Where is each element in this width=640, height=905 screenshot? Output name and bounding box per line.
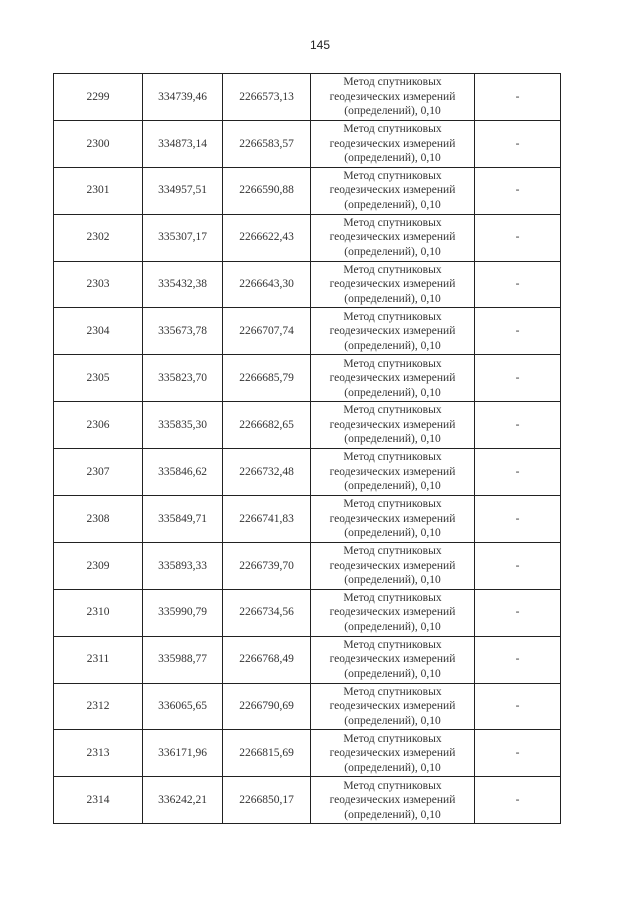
note-cell: - (475, 589, 561, 636)
note-cell: - (475, 261, 561, 308)
note-cell: - (475, 402, 561, 449)
table-row (54, 167, 561, 214)
note-cell: - (475, 777, 561, 824)
method-line: геодезических измерений (329, 418, 456, 431)
x-coordinate-cell: 334957,51 (143, 167, 223, 214)
method-line: Метод спутниковых (343, 357, 442, 370)
point-number-cell: 2311 (54, 636, 143, 683)
x-coordinate-cell: 335432,38 (143, 261, 223, 308)
method-line: (определений), 0,10 (344, 667, 441, 680)
method-line: (определений), 0,10 (344, 292, 441, 305)
method-line: Метод спутниковых (343, 732, 442, 745)
method-line: Метод спутниковых (343, 498, 442, 511)
x-coordinate-cell: 334873,14 (143, 120, 223, 167)
note-cell: - (475, 449, 561, 496)
table-row (54, 74, 561, 121)
method-line: (определений), 0,10 (344, 386, 441, 399)
method-line: Метод спутниковых (343, 123, 442, 136)
note-cell: - (475, 542, 561, 589)
point-number-cell: 2309 (54, 542, 143, 589)
table-row (54, 542, 561, 589)
y-coordinate-cell: 2266590,88 (223, 167, 311, 214)
method-line: геодезических измерений (329, 653, 456, 666)
y-coordinate-cell: 2266622,43 (223, 214, 311, 261)
y-coordinate-cell: 2266707,74 (223, 308, 311, 355)
method-cell (311, 496, 475, 543)
note-cell: - (475, 308, 561, 355)
y-coordinate-cell: 2266739,70 (223, 542, 311, 589)
method-line: геодезических измерений (329, 512, 456, 525)
point-number-cell: 2313 (54, 730, 143, 777)
method-line: (определений), 0,10 (344, 714, 441, 727)
note-cell: - (475, 683, 561, 730)
y-coordinate-cell: 2266741,83 (223, 496, 311, 543)
method-line: Метод спутниковых (343, 685, 442, 698)
x-coordinate-cell: 335990,79 (143, 589, 223, 636)
table-row (54, 777, 561, 824)
method-line: (определений), 0,10 (344, 245, 441, 258)
note-cell: - (475, 214, 561, 261)
point-number-cell: 2314 (54, 777, 143, 824)
note-cell: - (475, 730, 561, 777)
note-cell: - (475, 496, 561, 543)
method-line: (определений), 0,10 (344, 480, 441, 493)
point-number-cell: 2304 (54, 308, 143, 355)
note-cell: - (475, 355, 561, 402)
method-cell (311, 120, 475, 167)
method-line: Метод спутниковых (343, 169, 442, 182)
table-row (54, 636, 561, 683)
note-cell: - (475, 120, 561, 167)
page-number: 145 (309, 38, 331, 52)
method-line: (определений), 0,10 (344, 198, 441, 211)
y-coordinate-cell: 2266573,13 (223, 74, 311, 121)
method-line: Метод спутниковых (343, 779, 442, 792)
method-cell (311, 683, 475, 730)
method-line: Метод спутниковых (343, 76, 442, 89)
x-coordinate-cell: 335846,62 (143, 449, 223, 496)
y-coordinate-cell: 2266790,69 (223, 683, 311, 730)
y-coordinate-cell: 2266732,48 (223, 449, 311, 496)
x-coordinate-cell: 335988,77 (143, 636, 223, 683)
point-number-cell: 2299 (54, 74, 143, 121)
point-number-cell: 2305 (54, 355, 143, 402)
method-line: (определений), 0,10 (344, 152, 441, 165)
table-row (54, 496, 561, 543)
coordinates-table (53, 73, 561, 824)
method-line: геодезических измерений (329, 606, 456, 619)
point-number-cell: 2303 (54, 261, 143, 308)
x-coordinate-cell: 335849,71 (143, 496, 223, 543)
y-coordinate-cell: 2266768,49 (223, 636, 311, 683)
x-coordinate-cell: 335673,78 (143, 308, 223, 355)
table-row (54, 355, 561, 402)
method-cell (311, 449, 475, 496)
method-cell (311, 730, 475, 777)
y-coordinate-cell: 2266685,79 (223, 355, 311, 402)
method-cell (311, 308, 475, 355)
method-line: Метод спутниковых (343, 310, 442, 323)
method-cell (311, 355, 475, 402)
method-cell (311, 214, 475, 261)
method-cell (311, 261, 475, 308)
x-coordinate-cell: 336242,21 (143, 777, 223, 824)
method-line: геодезических измерений (329, 90, 456, 103)
note-cell: - (475, 167, 561, 214)
point-number-cell: 2306 (54, 402, 143, 449)
method-cell (311, 542, 475, 589)
y-coordinate-cell: 2266734,56 (223, 589, 311, 636)
method-cell (311, 636, 475, 683)
point-number-cell: 2300 (54, 120, 143, 167)
method-line: (определений), 0,10 (344, 620, 441, 633)
method-line: геодезических измерений (329, 559, 456, 572)
method-cell (311, 74, 475, 121)
method-line: Метод спутниковых (343, 591, 442, 604)
method-cell (311, 167, 475, 214)
x-coordinate-cell: 335823,70 (143, 355, 223, 402)
method-line: Метод спутниковых (343, 216, 442, 229)
method-line: геодезических измерений (329, 325, 456, 338)
method-line: (определений), 0,10 (344, 339, 441, 352)
x-coordinate-cell: 336065,65 (143, 683, 223, 730)
method-line: геодезических измерений (329, 700, 456, 713)
y-coordinate-cell: 2266815,69 (223, 730, 311, 777)
table-row (54, 120, 561, 167)
table-row (54, 214, 561, 261)
x-coordinate-cell: 336171,96 (143, 730, 223, 777)
method-cell (311, 402, 475, 449)
note-cell: - (475, 636, 561, 683)
x-coordinate-cell: 335893,33 (143, 542, 223, 589)
method-cell (311, 777, 475, 824)
table-row (54, 261, 561, 308)
method-line: (определений), 0,10 (344, 808, 441, 821)
coordinates-table-body (54, 74, 561, 824)
x-coordinate-cell: 334739,46 (143, 74, 223, 121)
table-row (54, 589, 561, 636)
method-line: Метод спутниковых (343, 545, 442, 558)
point-number-cell: 2307 (54, 449, 143, 496)
method-line: (определений), 0,10 (344, 433, 441, 446)
point-number-cell: 2312 (54, 683, 143, 730)
method-line: геодезических измерений (329, 372, 456, 385)
method-line: (определений), 0,10 (344, 105, 441, 118)
method-line: геодезических измерений (329, 747, 456, 760)
table-row (54, 683, 561, 730)
method-line: геодезических измерений (329, 794, 456, 807)
method-line: Метод спутниковых (343, 451, 442, 464)
y-coordinate-cell: 2266850,17 (223, 777, 311, 824)
table-row (54, 449, 561, 496)
point-number-cell: 2301 (54, 167, 143, 214)
table-row (54, 402, 561, 449)
note-cell: - (475, 74, 561, 121)
method-line: (определений), 0,10 (344, 574, 441, 587)
y-coordinate-cell: 2266682,65 (223, 402, 311, 449)
y-coordinate-cell: 2266643,30 (223, 261, 311, 308)
method-line: Метод спутниковых (343, 404, 442, 417)
method-line: (определений), 0,10 (344, 761, 441, 774)
point-number-cell: 2308 (54, 496, 143, 543)
table-row (54, 730, 561, 777)
method-line: Метод спутниковых (343, 638, 442, 651)
method-line: (определений), 0,10 (344, 527, 441, 540)
x-coordinate-cell: 335835,30 (143, 402, 223, 449)
table-row (54, 308, 561, 355)
method-cell (311, 589, 475, 636)
method-line: геодезических измерений (329, 137, 456, 150)
method-line: геодезических измерений (329, 231, 456, 244)
method-line: геодезических измерений (329, 184, 456, 197)
point-number-cell: 2310 (54, 589, 143, 636)
point-number-cell: 2302 (54, 214, 143, 261)
y-coordinate-cell: 2266583,57 (223, 120, 311, 167)
method-line: геодезических измерений (329, 465, 456, 478)
method-line: Метод спутниковых (343, 263, 442, 276)
x-coordinate-cell: 335307,17 (143, 214, 223, 261)
method-line: геодезических измерений (329, 278, 456, 291)
